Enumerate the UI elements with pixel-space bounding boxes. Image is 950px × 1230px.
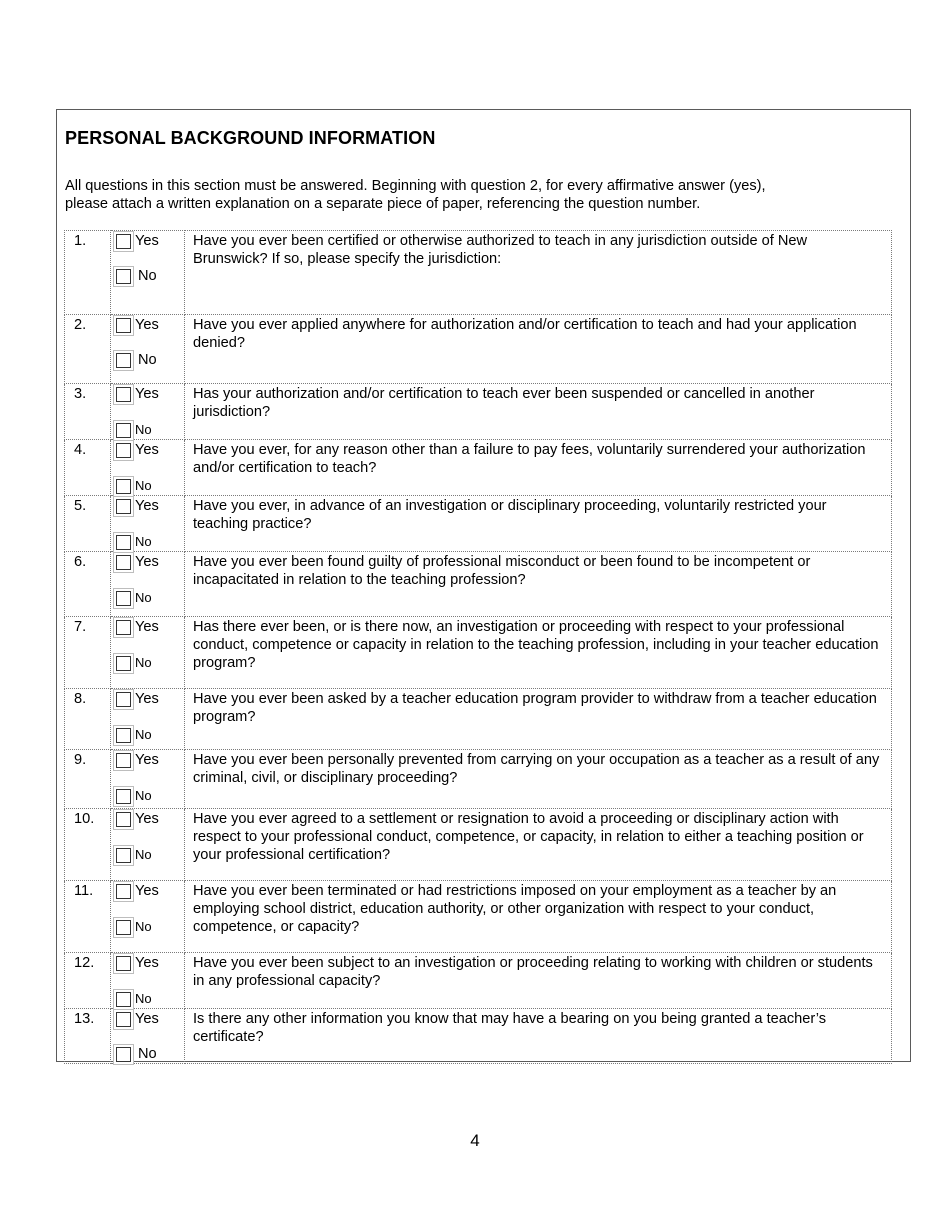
no-label: No [135,422,152,437]
question-number: 5. [65,496,111,552]
yes-option[interactable] [116,883,159,899]
question-row [65,881,892,953]
yes-option[interactable] [116,554,159,570]
question-text: Have you ever been personally prevented from carrying on your occupation as a teacher as a result of any criminal, civil, or disciplinary proceeding? [185,750,892,809]
yes-label: Yes [135,955,159,971]
question-text: Has there ever been, or is there now, an investigation or proceeding with respect to your professional conduct, competence or capacity in relation to the teaching profession, including in your teacher education program? [185,617,892,689]
no-option[interactable] [116,478,152,494]
yes-checkbox[interactable] [116,884,131,899]
question-row [65,552,892,617]
page-number: 4 [470,1131,480,1150]
answer-options [111,384,185,440]
answer-options [111,315,185,384]
answer-options [111,953,185,1009]
question-number: 7. [65,617,111,689]
question-number: 9. [65,750,111,809]
question-number: 12. [65,953,111,1009]
question-number: 4. [65,440,111,496]
question-number: 3. [65,384,111,440]
question-number: 10. [65,809,111,881]
yes-label: Yes [135,1011,159,1027]
yes-label: Yes [135,442,159,458]
yes-label: Yes [135,811,159,827]
no-option[interactable] [116,919,152,935]
yes-label: Yes [135,619,159,635]
no-checkbox[interactable] [116,269,131,284]
no-checkbox[interactable] [116,479,131,494]
no-checkbox[interactable] [116,1047,131,1062]
question-text: Have you ever been certified or otherwise authorized to teach in any jurisdiction outside of New Brunswick? If so, please specify the jurisdiction: [185,231,892,315]
yes-option[interactable] [116,386,159,402]
no-checkbox[interactable] [116,591,131,606]
question-row [65,617,892,689]
no-option[interactable] [116,788,152,804]
question-text: Have you ever agreed to a settlement or resignation to avoid a proceeding or disciplinary action with respect to your professional conduct, competence, or capacity, in relation to either a teaching position or your professional certification? [185,809,892,881]
question-number: 13. [65,1009,111,1064]
question-text: Have you ever applied anywhere for authorization and/or certification to teach and had your application denied? [185,315,892,384]
yes-option[interactable] [116,811,159,827]
no-checkbox[interactable] [116,353,131,368]
no-label: No [135,590,152,605]
yes-option[interactable] [116,498,159,514]
no-checkbox[interactable] [116,535,131,550]
no-checkbox[interactable] [116,656,131,671]
no-checkbox[interactable] [116,789,131,804]
answer-options [111,809,185,881]
questions-table [64,230,892,1064]
answer-options [111,750,185,809]
yes-option[interactable] [116,233,159,249]
no-option[interactable] [116,991,152,1007]
instructions-line-1: All questions in this section must be answered. Beginning with question 2, for every affirmative answer (yes), [65,178,766,194]
question-text: Have you ever, in advance of an investigation or disciplinary proceeding, voluntarily restricted your teaching practice? [185,496,892,552]
answer-options [111,440,185,496]
answer-options [111,231,185,315]
yes-checkbox[interactable] [116,956,131,971]
yes-option[interactable] [116,1011,159,1027]
no-label: No [135,847,152,862]
yes-label: Yes [135,498,159,514]
yes-checkbox[interactable] [116,499,131,514]
answer-options [111,496,185,552]
question-row [65,1009,892,1064]
instructions-line-2: please attach a written explanation on a separate piece of paper, referencing the question number. [65,196,701,212]
section-instructions [65,177,865,213]
no-option[interactable] [116,847,152,863]
question-row [65,750,892,809]
no-checkbox[interactable] [116,423,131,438]
yes-label: Yes [135,883,159,899]
yes-label: Yes [135,233,159,249]
no-label: No [135,655,152,670]
no-option[interactable] [116,1046,157,1062]
yes-option[interactable] [116,619,159,635]
no-checkbox[interactable] [116,992,131,1007]
yes-checkbox[interactable] [116,234,131,249]
yes-checkbox[interactable] [116,753,131,768]
question-row [65,953,892,1009]
no-label: No [135,788,152,803]
answer-options [111,689,185,750]
question-text: Is there any other information you know that may have a bearing on you being granted a teacher’s certificate? [185,1009,892,1064]
no-option[interactable] [116,534,152,550]
answer-options [111,617,185,689]
yes-option[interactable] [116,442,159,458]
yes-checkbox[interactable] [116,1012,131,1027]
yes-label: Yes [135,386,159,402]
no-label: No [138,1046,157,1062]
no-option[interactable] [116,268,157,284]
yes-label: Yes [135,317,159,333]
yes-option[interactable] [116,752,159,768]
yes-label: Yes [135,691,159,707]
question-row [65,384,892,440]
no-checkbox[interactable] [116,848,131,863]
question-row [65,496,892,552]
yes-label: Yes [135,752,159,768]
no-label: No [138,352,157,368]
no-label: No [135,991,152,1006]
answer-options [111,1009,185,1064]
no-label: No [135,478,152,493]
question-text: Have you ever been found guilty of professional misconduct or been found to be incompetent or incapacitated in relation to the teaching profession? [185,552,892,617]
question-row [65,440,892,496]
answer-options [111,881,185,953]
no-option[interactable] [116,727,152,743]
no-checkbox[interactable] [116,728,131,743]
yes-checkbox[interactable] [116,318,131,333]
no-option[interactable] [116,352,157,368]
yes-checkbox[interactable] [116,812,131,827]
no-label: No [135,919,152,934]
question-text: Have you ever been subject to an investigation or proceeding relating to working with children or students in any professional capacity? [185,953,892,1009]
yes-checkbox[interactable] [116,387,131,402]
yes-checkbox[interactable] [116,692,131,707]
no-label: No [135,534,152,549]
section-title: PERSONAL BACKGROUND INFORMATION [65,128,436,148]
no-label: No [138,268,157,284]
no-checkbox[interactable] [116,920,131,935]
question-number: 2. [65,315,111,384]
yes-option[interactable] [116,317,159,333]
no-option[interactable] [116,590,152,606]
question-text: Have you ever, for any reason other than a failure to pay fees, voluntarily surrendered your authorization and/or certification to teach? [185,440,892,496]
question-row [65,315,892,384]
answer-options [111,552,185,617]
question-row [65,231,892,315]
no-option[interactable] [116,422,152,438]
question-number: 11. [65,881,111,953]
question-row [65,809,892,881]
question-number: 1. [65,231,111,315]
question-text: Have you ever been asked by a teacher education program provider to withdraw from a teacher education program? [185,689,892,750]
no-option[interactable] [116,655,152,671]
no-label: No [135,727,152,742]
yes-option[interactable] [116,955,159,971]
question-row [65,689,892,750]
question-number: 6. [65,552,111,617]
question-text: Has your authorization and/or certification to teach ever been suspended or cancelled in another jurisdiction? [185,384,892,440]
yes-checkbox[interactable] [116,620,131,635]
question-number: 8. [65,689,111,750]
yes-checkbox[interactable] [116,555,131,570]
yes-label: Yes [135,554,159,570]
yes-option[interactable] [116,691,159,707]
yes-checkbox[interactable] [116,443,131,458]
question-text: Have you ever been terminated or had restrictions imposed on your employment as a teacher by an employing school district, education authority, or other organization with respect to your conduct, competence, or capacity? [185,881,892,953]
